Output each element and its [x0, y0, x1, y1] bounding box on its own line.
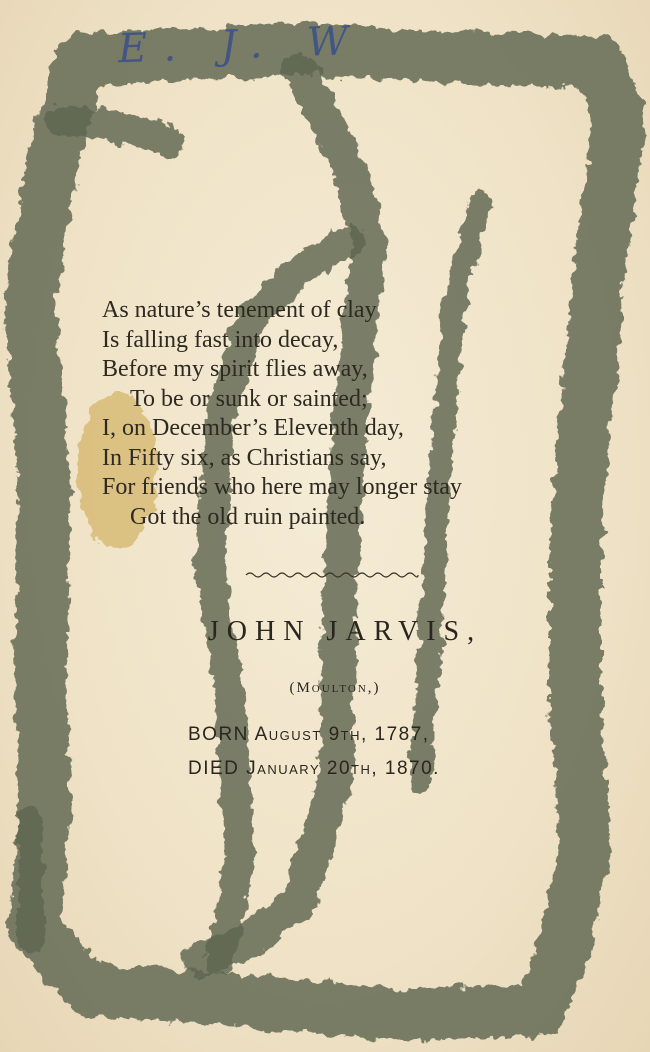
poem — [102, 296, 602, 532]
handwritten-initials: E. J. W — [117, 17, 365, 73]
death-date: DIED January 20th, 1870. — [188, 758, 440, 779]
poem-line: Got the old ruin painted. — [130, 503, 366, 530]
poem-line: Before my spirit flies away, — [102, 356, 368, 382]
poem-line: I, on December’s Eleventh day, — [102, 415, 404, 441]
deceased-name: JOHN JARVIS, — [207, 616, 483, 647]
poem-line: Is falling fast into decay, — [102, 326, 339, 353]
poem-line: In Fifty six, as Christians say, — [102, 444, 387, 471]
wavy-divider — [244, 568, 420, 582]
poem-line: As nature’s tenement of clay — [102, 297, 377, 323]
poem-line: To be or sunk or sainted; — [130, 385, 368, 412]
poem-line: For friends who here may longer stay — [102, 474, 462, 500]
place-of-residence: (Moulton,) — [289, 680, 381, 696]
birth-date: BORN August 9th, 1787, — [188, 724, 430, 745]
